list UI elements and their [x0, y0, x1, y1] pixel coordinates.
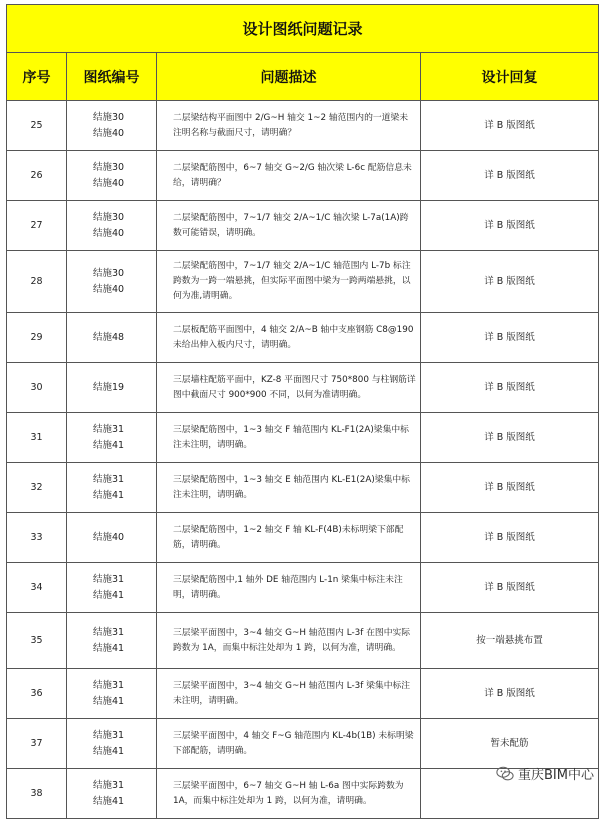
- drawing-numbers: [67, 101, 157, 151]
- table-row: [7, 719, 599, 769]
- problem-description: 二层梁配筋图中，1~2 轴交 F 轴 KL-F(4B)未标明梁下部配筋，请明确。: [157, 513, 421, 563]
- drawing-number: 结施30: [93, 211, 125, 223]
- row-number: 36: [7, 669, 67, 719]
- problem-description: 二层梁配筋图中，6~7 轴交 G~2/G 轴次梁 L-6c 配筋信息未给，请明确？: [157, 151, 421, 201]
- drawing-number: 结施40: [93, 177, 125, 189]
- drawing-numbers: [67, 669, 157, 719]
- problem-description: 三层墙柱配筋平面中，KZ-8 平面图尺寸 750*800 与柱钢筋详图中截面尺寸 900*900 不同，以何为准请明确。: [157, 363, 421, 413]
- table-row: [7, 363, 599, 413]
- design-reply: 暂未配筋: [421, 719, 599, 769]
- drawing-numbers: [67, 363, 157, 413]
- drawing-number: 结施40: [93, 283, 125, 295]
- drawing-number: 结施31: [93, 573, 125, 585]
- drawing-number: 结施31: [93, 473, 125, 485]
- drawing-number: 结施30: [93, 111, 125, 123]
- drawing-number: 结施31: [93, 679, 125, 691]
- problem-description: 二层板配筋平面图中，4 轴交 2/A~B 轴中支座钢筋 C8@190 未给出伸入板内尺寸，请明确。: [157, 313, 421, 363]
- problem-description: 三层梁配筋图中，1~3 轴交 F 轴范围内 KL-F1(2A)梁集中标注未注明，请明确。: [157, 413, 421, 463]
- row-number: 29: [7, 313, 67, 363]
- row-number: 35: [7, 613, 67, 669]
- design-reply: 详 B 版图纸: [421, 513, 599, 563]
- row-number: 30: [7, 363, 67, 413]
- watermark: [496, 764, 594, 783]
- drawing-number: 结施40: [93, 227, 125, 239]
- drawing-number: 结施41: [93, 795, 125, 807]
- drawing-number: 结施31: [93, 423, 125, 435]
- design-reply: 按一端悬挑布置: [421, 613, 599, 669]
- drawing-number: 结施48: [93, 331, 125, 343]
- row-number: 27: [7, 201, 67, 251]
- drawing-numbers: [67, 251, 157, 313]
- design-reply: 详 B 版图纸: [421, 463, 599, 513]
- drawing-numbers: [67, 563, 157, 613]
- drawing-number: 结施31: [93, 729, 125, 741]
- row-number: 28: [7, 251, 67, 313]
- row-number: 37: [7, 719, 67, 769]
- problem-record-sheet: [6, 4, 598, 819]
- drawing-numbers: [67, 201, 157, 251]
- row-number: 26: [7, 151, 67, 201]
- problem-description: 三层梁平面图中，4 轴交 F~G 轴范围内 KL-4b(1B) 未标明梁下部配筋，请明确。: [157, 719, 421, 769]
- design-reply: 详 B 版图纸: [421, 313, 599, 363]
- drawing-number: 结施30: [93, 267, 125, 279]
- table-row: [7, 151, 599, 201]
- header-drawing: 图纸编号: [67, 53, 157, 101]
- design-reply: 详 B 版图纸: [421, 101, 599, 151]
- problem-description: 三层梁配筋图中，1~3 轴交 E 轴范围内 KL-E1(2A)梁集中标注未注明，请明确。: [157, 463, 421, 513]
- design-reply: 详 B 版图纸: [421, 251, 599, 313]
- problem-description: 二层梁结构平面图中 2/G~H 轴交 1~2 轴范围内的一道梁未注明名称与截面尺寸，请明确？: [157, 101, 421, 151]
- row-number: 33: [7, 513, 67, 563]
- row-number: 34: [7, 563, 67, 613]
- drawing-number: 结施31: [93, 626, 125, 638]
- problem-description: 二层梁配筋图中，7~1/7 轴交 2/A~1/C 轴范围内 L-7b 标注跨数为一跨一端悬挑，但实际平面图中梁为一跨两端悬挑，以何为准,请明确。: [157, 251, 421, 313]
- design-reply: 详 B 版图纸: [421, 563, 599, 613]
- drawing-numbers: [67, 513, 157, 563]
- row-number: 25: [7, 101, 67, 151]
- table-row: [7, 251, 599, 313]
- drawing-numbers: [67, 413, 157, 463]
- drawing-number: 结施41: [93, 642, 125, 654]
- problem-description: 三层梁平面图中，6~7 轴交 G~H 轴 L-6a 图中实际跨数为 1A，而集中标注处却为 1 跨，以何为准，请明确。: [157, 769, 421, 819]
- drawing-number: 结施30: [93, 161, 125, 173]
- table-row: [7, 201, 599, 251]
- problem-description: 二层梁配筋图中，7~1/7 轴交 2/A~1/C 轴次梁 L-7a(1A)跨数可能错误，请明确。: [157, 201, 421, 251]
- table-row: [7, 613, 599, 669]
- drawing-number: 结施41: [93, 439, 125, 451]
- drawing-numbers: [67, 769, 157, 819]
- drawing-numbers: [67, 313, 157, 363]
- drawing-numbers: [67, 719, 157, 769]
- sheet-title: 设计图纸问题记录: [7, 5, 599, 53]
- drawing-numbers: [67, 463, 157, 513]
- problem-table: [6, 4, 599, 819]
- design-reply: 详 B 版图纸: [421, 363, 599, 413]
- table-row: [7, 413, 599, 463]
- drawing-number: 结施19: [93, 381, 125, 393]
- table-row: [7, 313, 599, 363]
- drawing-number: 结施40: [93, 531, 125, 543]
- header-reply: 设计回复: [421, 53, 599, 101]
- row-number: 31: [7, 413, 67, 463]
- design-reply: 详 B 版图纸: [421, 669, 599, 719]
- table-body: [7, 101, 599, 819]
- header-no: 序号: [7, 53, 67, 101]
- table-row: [7, 669, 599, 719]
- drawing-number: 结施41: [93, 489, 125, 501]
- wechat-icon: [496, 765, 514, 783]
- drawing-number: 结施31: [93, 779, 125, 791]
- watermark-text: 重庆BIM中心: [518, 768, 594, 783]
- row-number: 38: [7, 769, 67, 819]
- table-row: [7, 101, 599, 151]
- drawing-numbers: [67, 151, 157, 201]
- design-reply: 详 B 版图纸: [421, 151, 599, 201]
- drawing-number: 结施41: [93, 745, 125, 757]
- drawing-number: 结施41: [93, 695, 125, 707]
- design-reply: 详 B 版图纸: [421, 413, 599, 463]
- header-desc: 问题描述: [157, 53, 421, 101]
- header-row: [7, 53, 599, 101]
- table-row: [7, 513, 599, 563]
- drawing-numbers: [67, 613, 157, 669]
- drawing-number: 结施41: [93, 589, 125, 601]
- table-row: [7, 563, 599, 613]
- problem-description: 三层梁配筋图中,1 轴外 DE 轴范围内 L-1n 梁集中标注未注明，请明确。: [157, 563, 421, 613]
- drawing-number: 结施40: [93, 127, 125, 139]
- table-row: [7, 463, 599, 513]
- design-reply: 详 B 版图纸: [421, 201, 599, 251]
- problem-description: 三层梁平面图中，3~4 轴交 G~H 轴范围内 L-3f 梁集中标注未注明，请明确。: [157, 669, 421, 719]
- problem-description: 三层梁平面图中，3~4 轴交 G~H 轴范围内 L-3f 在图中实际跨数为 1A，而集中标注处却为 1 跨，以何为准，请明确。: [157, 613, 421, 669]
- row-number: 32: [7, 463, 67, 513]
